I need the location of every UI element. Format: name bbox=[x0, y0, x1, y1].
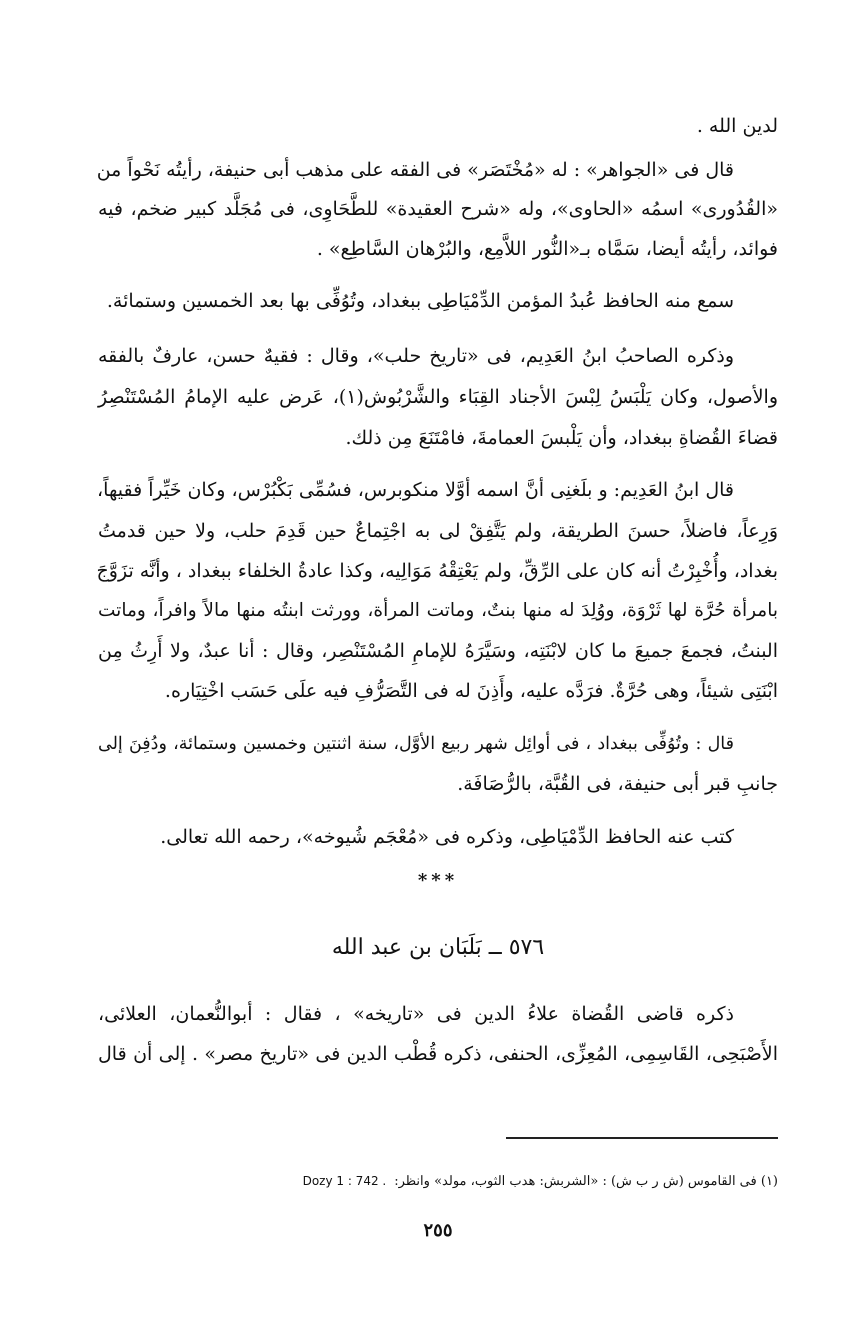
footnote-reference: Dozy 1 : 742 . bbox=[302, 1174, 387, 1188]
text-line: «القُدُورى» اسمُه «الحاوى»، وله «شرح العقيدة» للطَّحَاوِى، فى مُجَلَّد كبير ضخم، فيه bbox=[98, 198, 778, 220]
text-line: والأصول، وكان يَلْبَسُ لِبْسَ الأجناد القِبَاء والشَّرْبُوش(١)، عَرض عليه الإمامُ المُسْتَنْصِرُ bbox=[98, 386, 778, 408]
section-separator: *** bbox=[417, 870, 459, 891]
page-number: ٢٥٥ bbox=[423, 1220, 453, 1241]
text-line: وَرِعاً، فاضلاً، حسنَ الطريقة، ولم يَتَّفِقْ لى به اجْتِماعٌ حين قَدِمَ حلب، ولا حين قدمتُ bbox=[98, 520, 778, 542]
text-line: بغداد، وأُخْبِرْتُ أنه كان على الرِّقِّ، ولم يَعْتِقْهُ مَوَالِيه، وكذا عادةُ الخلفاء ببغداد ، وأنَّه تزَوَّجَ bbox=[96, 560, 778, 582]
footnote bbox=[98, 1170, 778, 1193]
text-line: بامرأة حُرَّة لها ثَرْوَة، ووُلِدَ له منها بنتٌ، وماتت المرأة، وورثت ابنتُه منها مالاً وافراً، وماتت bbox=[98, 600, 778, 621]
text-line: وذكره الصاحبُ ابنُ العَدِيم، فى «تاريخ حلب»، وقال : فقيهٌ حسن، عارفٌ بالفقه bbox=[98, 345, 734, 367]
footnote-text: (١) فى القاموس (ش ر ب ش) : «الشربش: هدب الثوب، مولد» وانظر: bbox=[394, 1174, 778, 1189]
text-line: الأَصْبَحِى، القَاسِمِى، المُعِزِّى، الحنفى، ذكره قُطْب الدين فى «تاريخ مصر» . إلى أن قال bbox=[98, 1043, 778, 1065]
text-line: كتب عنه الحافظ الدِّمْيَاطِى، وذكره فى «مُعْجَم شُيوخه»، رحمه الله تعالى. bbox=[160, 826, 734, 848]
footnote-divider bbox=[506, 1137, 778, 1139]
text-line: فوائد، رأيتُه أيضا، سَمَّاه بـ«النُّور اللاَّمِع، والبُرْهان السَّاطِع» . bbox=[316, 238, 778, 260]
text-line: قال ابنُ العَدِيم: و بلَغنِى أنَّ اسمه أوَّلا منكوبرس، فسُمِّى بَكْبُرْس، وكان خَيِّراً فقيهاً، bbox=[97, 479, 734, 501]
text-line: البنتُ، فجمعَ جميعَ ما كان لابْنَتِه، وسَيَّرَهُ للإمامِ المُسْتَنْصِر، وقال : أنا عبدٌ، ولا أَرِثُ مِن bbox=[98, 640, 778, 662]
text-line: ابْنَتِى شيئاً، وهى حُرَّةٌ. فرَدَّه عليه، وأَذِنَ له فى التَّصَرُّفِ فيه علَى حَسَب اخْتِيَاره. bbox=[164, 680, 778, 702]
text-line: جانبِ قبر أبى حنيفة، فى القُبَّة، بالرُّصَافَة. bbox=[457, 773, 778, 795]
text-line: لدين الله . bbox=[696, 115, 778, 137]
text-line: ذكره قاضى القُضاة علاءُ الدين فى «تاريخه» ، فقال : أبوالنُّعمان، العلائى، bbox=[98, 1003, 734, 1025]
entry-heading: ٥٧٦ ــ بَلَبَان بن عبد الله bbox=[331, 935, 545, 960]
text-line: قال : وتُوُفِّى ببغداد ، فى أوائِل شهر ربيع الأوَّل، سنة اثنتين وخمسين وستمائة، ودُفِنَ إلى bbox=[98, 734, 734, 754]
text-line: سمع منه الحافظ عُبدُ المؤمن الدِّمْيَاطِى ببغداد، وتُوُفِّى بها بعد الخمسين وستمائة. bbox=[106, 290, 734, 312]
text-line: قضاءَ القُضاةِ ببغداد، وأن يَلْبسَ العمامةَ، فامْتَنَعَ مِن ذلك. bbox=[345, 427, 778, 449]
text-line: قال فى «الجواهر» : له «مُخْتَصَر» فى الفقه على مذهب أبى حنيفة، رأيتُه نَحْواً من bbox=[96, 159, 734, 181]
book-page bbox=[98, 0, 778, 1322]
